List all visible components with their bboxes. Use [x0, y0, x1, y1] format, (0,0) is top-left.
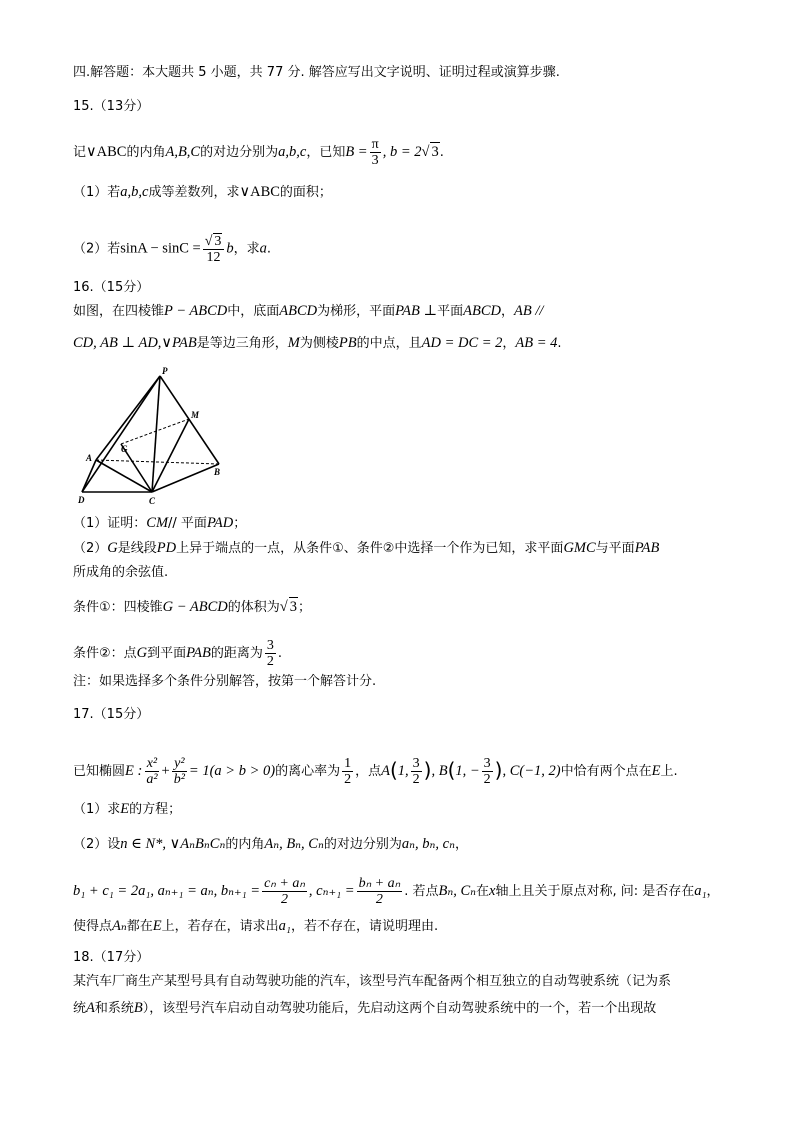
q16-math: PAB ⊥ — [395, 303, 438, 319]
q17-math: Bₙ, Cₙ — [438, 883, 477, 899]
q16-text: 是等边三角形， — [196, 336, 288, 351]
q17-math: a₁ — [278, 918, 291, 934]
q17-y2-over-b2 — [172, 756, 187, 787]
pyramid-figure — [73, 364, 233, 509]
q16-math: CM — [146, 515, 169, 531]
q16-math: P − ABCD — [164, 303, 228, 319]
q17-math: Aₙ, Bₙ, Cₙ — [264, 836, 324, 852]
q15-p1-triangle: ∨ABC — [239, 184, 280, 200]
q17-math: = 1(a > b > 0) — [188, 763, 276, 779]
q17-math: aₙ, bₙ, cₙ — [401, 836, 455, 852]
q17-text: 的方程； — [129, 802, 182, 817]
q16-part2 — [73, 539, 659, 558]
q15-triangle: ∨ABC — [86, 144, 127, 160]
q17-text: 使得点 — [73, 919, 113, 934]
q16-line2 — [73, 334, 562, 353]
q17-text: . 若点 — [404, 884, 439, 899]
q15-stem-end: . — [439, 145, 444, 160]
frac-den: 2 — [281, 892, 288, 907]
q17-math: x — [489, 883, 496, 899]
q18-line2 — [73, 999, 656, 1018]
q15-stem-text: ，已知 — [306, 145, 346, 160]
q17-text: 上. — [660, 764, 678, 779]
q16-text: ； — [298, 600, 312, 615]
q15-p2-a: a — [259, 240, 267, 257]
frac-num: π — [371, 137, 379, 152]
q15-cond-b: , b = 2 — [382, 144, 422, 160]
frac-num: 3 — [266, 638, 274, 653]
q15-p1-text: 成等差数列，求 — [148, 185, 240, 200]
label-B: B — [214, 467, 221, 477]
edge-CB — [152, 464, 219, 492]
q16-math: AB = 4 — [515, 335, 558, 351]
q16-math: M — [287, 335, 300, 351]
q17-math: E : — [125, 763, 143, 779]
q16-text: （1）证明： — [73, 516, 147, 531]
frac-num: 3 — [412, 756, 420, 771]
q17-text: 的离心率为 — [275, 764, 341, 779]
q15-cond-B: B = — [345, 144, 368, 160]
q18-text: ），该型号汽车启动自动驾驶功能后，先启动这两个自动驾驶系统中的一个，若一个出现故 — [142, 1001, 657, 1016]
q17-B-y — [482, 756, 493, 787]
q16-text: // 平面 — [168, 516, 207, 531]
q17-A-y — [411, 756, 422, 787]
q16-text: 的距离为 — [210, 646, 263, 661]
q16-math: PAD — [206, 515, 234, 531]
q16-text: 上异于端点的一点，从条件①、条件②中选择一个作为已知，求平面 — [176, 541, 564, 556]
q17-math: E — [120, 801, 130, 817]
frac-num: 3 — [214, 234, 222, 249]
edge-AB — [96, 460, 219, 464]
q15-part2 — [73, 233, 271, 265]
q16-text: 平面 — [437, 304, 464, 319]
q16-condition2 — [73, 638, 282, 669]
q16-math: AB // — [514, 303, 544, 319]
q15-p1-text: （1）若 — [73, 185, 121, 200]
q17-text: 都在 — [126, 919, 153, 934]
q15-stem: 记∨ABC的内角A,B,C的对边分别为a,b,c，已知B = $\frac{\pi}{3}$ , b = 2√ 3. — [73, 137, 444, 168]
q15-pi-over-3 — [370, 137, 381, 168]
q16-text: 如图，在四棱锥 — [73, 304, 165, 319]
q16-text: 与平面 — [595, 541, 635, 556]
q17-text: ， — [454, 837, 468, 852]
q17-math: 1, − — [455, 763, 480, 779]
q17-part2 — [73, 835, 468, 854]
frac-num: 3 — [483, 756, 491, 771]
q18-math: B — [133, 1000, 143, 1016]
q15-stem-text: 记 — [73, 145, 87, 160]
edge-AD — [82, 460, 96, 492]
q17-math: + — [161, 763, 170, 779]
q16-text: 为侧棱 — [299, 336, 339, 351]
q15-p1-text: 的面积； — [279, 185, 332, 200]
q16-math: G — [107, 540, 118, 556]
q15-p2-fraction: $\frac{√ 3}{12}$ — [203, 233, 225, 265]
q15-part1 — [73, 183, 332, 202]
frac-den: b² — [173, 772, 185, 787]
q17-eccentricity — [342, 756, 353, 787]
q17-text: （1）求 — [73, 802, 121, 817]
label-G: G — [121, 444, 128, 454]
frac-den: 2 — [266, 654, 274, 669]
q15-p1-abc: a,b,c — [120, 184, 149, 200]
q17-text: 在 — [476, 884, 490, 899]
q16-heading: 16.（15分） — [73, 280, 150, 295]
frac-den: 2 — [412, 772, 420, 787]
edge-AC — [96, 460, 152, 492]
frac-den: 2 — [483, 772, 491, 787]
q17-text: 已知椭圆 — [73, 764, 126, 779]
q17-text: （2）设 — [73, 837, 121, 852]
q17-text: 中恰有两个点在 — [560, 764, 652, 779]
q16-text: . — [557, 336, 562, 351]
q18-heading: 18.（17分） — [73, 950, 150, 965]
q16-math: AD = DC = 2 — [421, 335, 503, 351]
q17-text: 轴上且关于原点对称, 问: 是否存在 — [495, 884, 695, 899]
q17-part1 — [73, 800, 181, 819]
q15-heading: 15.（13分） — [73, 99, 150, 114]
frac-den: 2 — [375, 892, 383, 907]
q16-c2-fraction — [265, 638, 276, 669]
q17-heading: 17.（15分） — [73, 707, 150, 722]
q17-math: n ∈ N*, ∨AₙBₙCₙ — [120, 836, 226, 852]
q17-math: b₁ + c₁ = 2a₁, aₙ₊₁ = aₙ, bₙ₊₁ = — [73, 883, 261, 899]
q17-point-C: , C(−1, 2) — [502, 763, 561, 779]
q16-text: 的体积为 — [227, 600, 280, 615]
q16-text: 是线段 — [117, 541, 157, 556]
q17-line4 — [73, 917, 438, 936]
q16-text: 中，底面 — [227, 304, 280, 319]
q17-text: ，若不存在，请说明理由. — [290, 919, 439, 934]
q18-math: A — [86, 1000, 95, 1016]
pyramid-solid-edges — [82, 376, 219, 492]
q17-text: ，点 — [355, 764, 382, 779]
q17-x2-over-a2 — [144, 756, 159, 787]
q16-condition1: 条件①：四棱锥G − ABCD的体积为√ 3； — [73, 599, 312, 615]
q16-part2-cont: 所成角的余弦值. — [73, 565, 169, 580]
frac-num: cₙ + aₙ — [264, 876, 305, 891]
frac-den: 3 — [371, 153, 379, 168]
q16-math: ABCD — [279, 303, 318, 319]
q15-stem-text: 的内角 — [126, 145, 166, 160]
q18-text: 统 — [73, 1001, 87, 1016]
label-M: M — [191, 410, 200, 420]
edge-PA — [96, 376, 160, 460]
q15-p2-expr: sinA − sinC = — [120, 240, 201, 257]
q17-text: 上，若存在，请求出 — [161, 919, 279, 934]
q16-text: 条件①：四棱锥 — [73, 600, 163, 615]
q17-line1: 已知椭圆E : $\frac{\text{x²}}{\text{a²}}$ + $\frac{\text{y²}}{\text{b²}}$ = 1(a > b > 0)的离心率为 $\frac{1}{2}$ ，点A(1, $\frac{3}{2}$ ), B(1, − $\frac{3}{2}$ ), C(−1, 2)中恰有两个点在E上. — [73, 756, 678, 787]
edge-PC — [152, 376, 160, 492]
q17-line3 — [73, 876, 720, 907]
q17-c-recurrence — [357, 876, 403, 907]
q16-text: 的中点，且 — [356, 336, 422, 351]
q17-math: E — [651, 763, 661, 779]
label-C: C — [149, 496, 156, 506]
q15-p2-text: （2）若 — [73, 241, 121, 257]
q17-math: 1, — [397, 763, 409, 779]
frac-den: a² — [146, 772, 158, 787]
q16-math: PAB — [634, 540, 660, 556]
q17-text: ， — [706, 884, 720, 899]
q17-b-recurrence — [262, 876, 307, 907]
edge-PB — [160, 376, 219, 464]
pyramid-hidden-edges — [96, 419, 219, 464]
frac-den: 12 — [206, 250, 221, 265]
q16-math: GMC — [563, 540, 596, 556]
q15-sqrt3: 3 — [431, 144, 439, 160]
q16-note: 注：如果选择多个条件分别解答，按第一个解答计分. — [73, 674, 377, 689]
q17-math: , cₙ₊₁ = — [308, 883, 355, 899]
q17-math: E — [152, 918, 162, 934]
q15-p2-text: ，求 — [233, 241, 260, 257]
frac-num: y² — [174, 756, 185, 771]
q16-part1 — [73, 514, 246, 533]
q16-text: （2） — [73, 541, 108, 556]
q16-text: ， — [500, 304, 514, 319]
q15-p2-text: . — [266, 241, 272, 257]
q16-text: . — [277, 646, 283, 661]
label-D: D — [78, 495, 85, 505]
q16-math: 3 — [289, 599, 297, 615]
label-A: A — [86, 453, 93, 463]
frac-num: x² — [146, 756, 158, 771]
q17-point-A: A — [381, 763, 390, 779]
q16-text: ； — [233, 516, 247, 531]
q16-math: PB — [338, 335, 357, 351]
q15-angles: A,B,C — [165, 144, 201, 160]
q16-math: PAB — [186, 645, 211, 661]
q17-point-B: , B — [431, 763, 448, 779]
section-header: 四.解答题：本大题共 5 小题，共 77 分. 解答应写出文字说明、证明过程或演算步骤. — [73, 65, 560, 80]
q18-line1: 某汽车厂商生产某型号具有自动驾驶功能的汽车，该型号汽车配备两个相互独立的自动驾驶系统（记为系 — [73, 974, 672, 989]
frac-num: 1 — [344, 756, 352, 771]
q16-math: G − ABCD — [162, 599, 228, 615]
frac-den: 2 — [344, 772, 352, 787]
q16-math: G — [136, 645, 148, 661]
frac-num: bₙ + aₙ — [358, 876, 401, 891]
q16-text: 条件②：点 — [73, 646, 137, 661]
q17-text: 的内角 — [225, 837, 265, 852]
label-P: P — [162, 366, 168, 376]
q15-p2-b: b — [226, 240, 234, 257]
q16-math: CD, AB ⊥ AD,∨PAB — [73, 335, 197, 351]
q16-math: ABCD — [463, 303, 501, 319]
q16-text: ， — [502, 336, 516, 351]
q16-line1 — [73, 302, 543, 321]
q15-stem-text: 的对边分别为 — [200, 145, 279, 160]
q16-math: PD — [156, 540, 177, 556]
q16-text: 为梯形，平面 — [317, 304, 396, 319]
q17-math: Aₙ — [112, 918, 127, 934]
q17-math: a₁ — [694, 883, 707, 899]
q15-sides: a,b,c — [278, 144, 307, 160]
q18-text: 和系统 — [94, 1001, 134, 1016]
q16-text: 到平面 — [147, 646, 187, 661]
segment-CM — [152, 419, 189, 492]
q17-text: 的对边分别为 — [323, 837, 402, 852]
